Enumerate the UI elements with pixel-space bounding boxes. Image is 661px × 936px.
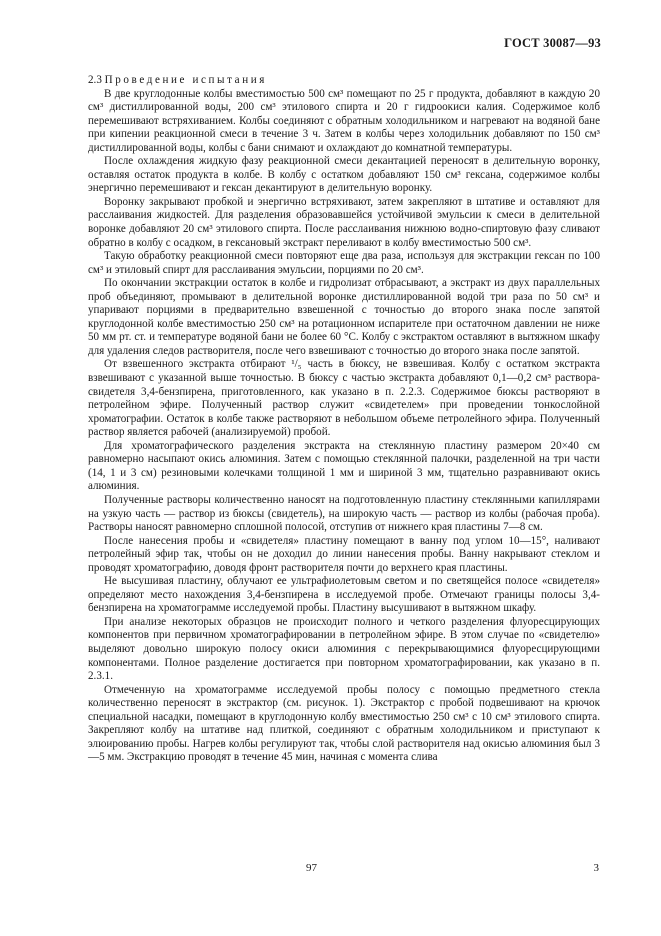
paragraph: От взвешенного экстракта отбирают ¹/₅ часть в бюксу, не взвешивая. Колбу с остатком экстракта взвешивают с указанной выше точностью. В бюксу с частью экстракта добавляют 0,1—0,2 см³ раствора-свидетеля 3,4-бензпирена, приготовленного, как указано в п. 2.2.3. Содержимое бюксы растворяют в петролейном эфире. Полученный раствор служит «свидетелем» при проведении тонкослойной хроматографии. Остаток в колбе также растворяют в небольшом объеме петролейного эфира. Полученный раствор является рабочей (анализируемой) пробой. xyxy=(88,358,600,439)
paragraph: В две круглодонные колбы вместимостью 500 см³ помещают по 25 г продукта, добавляют в каждую 20 см³ дистиллированной воды, 200 см³ этилового спирта и 20 г гидроокиси калия. Содержимое колб перемешивают встряхиванием. Колбы соединяют с обратным холодильником и нагревают на водяной бане при кипении реакционной смеси в течение 3 ч. Затем в колбы через холодильник добавляют по 150 см³ дистиллированной воды, колбы с бани снимают и охлаждают до комнатной температуры. xyxy=(88,87,600,154)
section-title: Проведение испытания xyxy=(104,74,267,86)
paragraph: После нанесения пробы и «свидетеля» пластину помещают в ванну под углом 10—15°, наливают петролейный эфир так, чтобы он не доходил до линии нанесения пробы. Ванну накрывают стеклом и проводят хроматографию, доводя фронт растворителя почти до верхнего края пластины. xyxy=(88,534,600,574)
section-number: 2.3 xyxy=(88,74,102,86)
sheet-number: 3 xyxy=(593,862,599,874)
standard-number: ГОСТ 30087—93 xyxy=(504,36,601,50)
paragraph: Для хроматографического разделения экстракта на стеклянную пластину размером 20×40 см равномерно насыпают окись алюминия. Затем с помощью стеклянной палочки, разделенной на три части (14, 1 и 3 см) резиновыми колечками толщиной 1 мм и шириной 3 мм, тщательно разравнивают окись алюминия. xyxy=(88,439,600,493)
paragraph: Воронку закрывают пробкой и энергично встряхивают, затем закрепляют в штативе и оставляют для расслаивания жидкостей. Для разделения образовавшейся устойчивой эмульсии к смеси в делительной воронке добавляют 20 см³ этилового спирта. После расслаивания нижнюю водно-спиртовую фазу сливают обратно в колбу с осадком, в гексановый экстракт переливают в колбу вместимостью 500 см³. xyxy=(88,195,600,249)
paragraph: Такую обработку реакционной смеси повторяют еще два раза, используя для экстракции гексан по 100 см³ и этиловый спирт для расслаивания эмульсии, порциями по 20 см³. xyxy=(88,250,600,276)
section-heading xyxy=(88,74,600,88)
paragraph: После охлаждения жидкую фазу реакционной смеси декантацией переносят в делительную воронку, оставляя остаток продукта в колбе. В колбу с остатком добавляют 150 см³ гексана, содержимое колбы энергично перемешивают и гексан декантируют в делительную воронку. xyxy=(88,155,600,195)
paragraph: Полученные растворы количественно наносят на подготовленную пластину стеклянными капиллярами на узкую часть — раствор из бюксы (свидетель), на широкую часть — раствор из колбы (рабочая проба). Растворы наносят равномерно сплошной полосой, отступив от нижнего края пластины 7—8 см. xyxy=(88,493,600,534)
paragraph: Отмеченную на хроматограмме исследуемой пробы полосу с помощью предметного стекла количественно переносят в экстрактор (см. рисунок. 1). Экстрактор с пробой подвешивают на крючок специальной насадки, помещают в круглодонную колбу вместимостью 250 см³ с 10 см³ этилового спирта. Закрепляют колбу на штативе над плиткой, соединяют с обратным холодильником и приступают к элюированию пробы. Нагрев колбы регулируют так, чтобы слой растворителя над окисью алюминия был 3—5 мм. Экстракцию проводят в течение 45 мин, начиная с момента слива xyxy=(88,683,600,764)
paragraph: По окончании экстракции остаток в колбе и гидролизат отбрасывают, а экстракт из двух параллельных проб объединяют, промывают в делительной воронке дистиллированной водой три раза по 50 см³ и упаривают порциями в предварительно взвешенной с точностью до второго знака после запятой круглодонной колбе вместимостью 250 см³ на ротационном испарителе при остаточном давлении не ниже 50 мм рт. ст. и температуре водяной бани не более 60 °С. Колбу с экстрактом оставляют в вытяжном шкафу для удаления следов растворителя, после чего взвешивают с точностью до второго знака после запятой. xyxy=(88,277,600,357)
document-body xyxy=(88,74,600,765)
page-number: 97 xyxy=(306,862,317,874)
paragraph: Не высушивая пластину, облучают ее ультрафиолетовым светом и по светящейся полосе «свидетеля» определяют место нахождения 3,4-бензпирена в исследуемой пробе. Отмечают границы полосы 3,4-бензпирена на хроматограмме исследуемой пробы. Пластину высушивают в вытяжном шкафу. xyxy=(88,575,600,615)
paragraph: При анализе некоторых образцов не происходит полного и четкого разделения флуоресцирующих компонентов при первичном хроматографировании в петролейном эфире. В этом случае по «свидетелю» выделяют довольно широкую полосу окиси алюминия с перекрывающимися флуоресцирующими компонентами. Полное разделение достигается при повторном хроматографировании, как указано в п. 2.3.1. xyxy=(88,615,600,683)
